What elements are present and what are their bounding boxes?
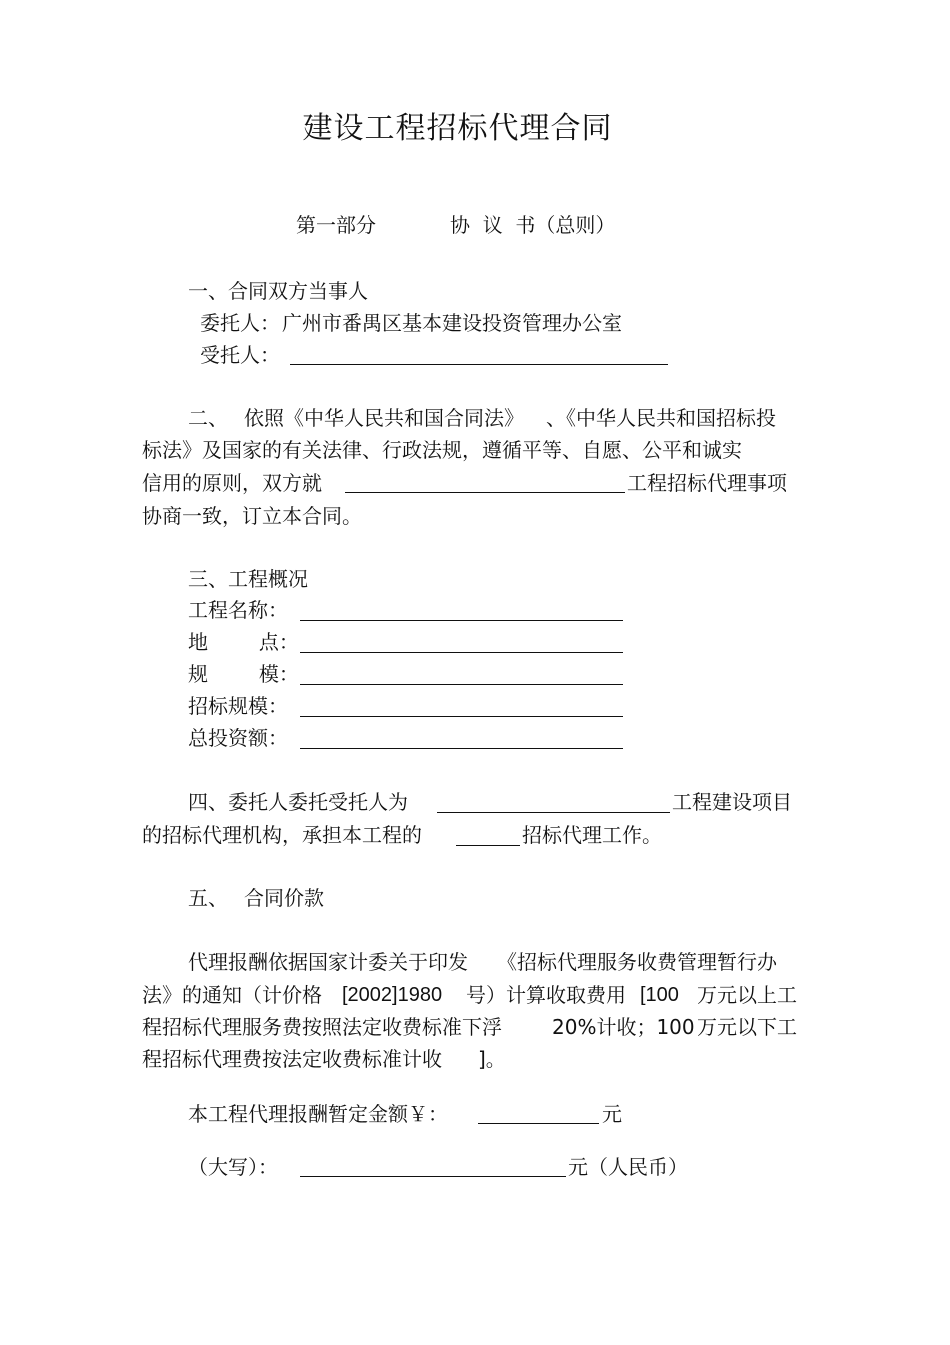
capital-unit: 元（人民币）: [568, 1155, 688, 1179]
part-label: 第一部分: [296, 213, 376, 237]
section5-para-line3-b: 20%计收；100: [552, 1015, 695, 1039]
section2-line1: 依照《中华人民共和国合同法》: [244, 406, 524, 430]
field-project-name-label: 工程名称：: [188, 598, 288, 622]
project-blank-line: [345, 492, 625, 493]
section5-para-line3-a: 程招标代理服务费按照法定收费标准下浮: [142, 1015, 502, 1039]
section3-heading: 三、工程概况: [188, 567, 308, 591]
section5-heading: 合同价款: [244, 886, 324, 910]
document-title: 建设工程招标代理合同: [302, 111, 613, 146]
section5-para-line4-a: 程招标代理费按法定收费标准计收: [142, 1047, 442, 1071]
section2-line1-cont: 、《中华人民共和国招标投: [546, 406, 776, 430]
section4-line1-a: 四、委托人委托受托人为: [188, 790, 408, 814]
section5-para-line2-d: [100: [640, 984, 679, 1006]
field-scale-label: 规 模：: [188, 662, 299, 686]
section4-project-line: [437, 812, 670, 813]
section2-line4: 协商一致，订立本合同。: [142, 504, 362, 528]
section5-para-line2-e: 万元以上工: [697, 983, 797, 1007]
field-tender-scale-line: [300, 716, 623, 717]
amount-label: 本工程代理报酬暂定金额￥：: [188, 1102, 448, 1126]
section5-para-line4-b: ]。: [478, 1047, 506, 1071]
section5-para-line3-c: 万元以下工: [697, 1015, 797, 1039]
field-tender-scale-label: 招标规模：: [188, 694, 288, 718]
section4-line1-b: 工程建设项目: [672, 790, 792, 814]
field-scale-line: [300, 684, 623, 685]
client-value: 广州市番禺区基本建设投资管理办公室: [282, 311, 622, 335]
section4-line2-b: 招标代理工作。: [522, 823, 662, 847]
section4-scope-line: [456, 845, 520, 846]
section5-para-line2-b: [2002]1980: [342, 984, 443, 1006]
section5-para-line2-a: 法》的通知（计价格: [142, 983, 322, 1007]
field-location-line: [300, 652, 623, 653]
section5-number: 五、: [188, 886, 228, 910]
amount-blank-line: [478, 1123, 599, 1124]
section2-line3-a: 信用的原则，双方就: [142, 471, 322, 495]
field-project-name-line: [300, 620, 623, 621]
section1-heading: 一、合同双方当事人: [188, 279, 368, 303]
section5-para-line1-b: 《招标代理服务收费管理暂行办: [497, 950, 777, 974]
field-total-investment-label: 总投资额：: [188, 726, 288, 750]
capital-blank-line: [300, 1176, 566, 1177]
client-label: 委托人：: [200, 311, 280, 335]
field-total-investment-line: [300, 748, 623, 749]
section5-para-line1-a: 代理报酬依据国家计委关于印发: [188, 950, 468, 974]
section2-number: 二、: [188, 406, 228, 430]
capital-label: （大写）：: [188, 1155, 278, 1179]
amount-unit: 元: [602, 1102, 622, 1126]
section2-line3-b: 工程招标代理事项: [627, 471, 787, 495]
field-location-label: 地 点：: [188, 630, 299, 654]
part-name: 协 议 书（总则）: [450, 213, 616, 237]
agent-blank-line: [290, 364, 668, 365]
section2-line2: 标法》及国家的有关法律、行政法规，遵循平等、自愿、公平和诚实: [142, 438, 742, 462]
section4-line2-a: 的招标代理机构，承担本工程的: [142, 823, 422, 847]
agent-label: 受托人：: [200, 343, 280, 367]
section5-para-line2-c: 号）计算收取费用: [466, 983, 626, 1007]
